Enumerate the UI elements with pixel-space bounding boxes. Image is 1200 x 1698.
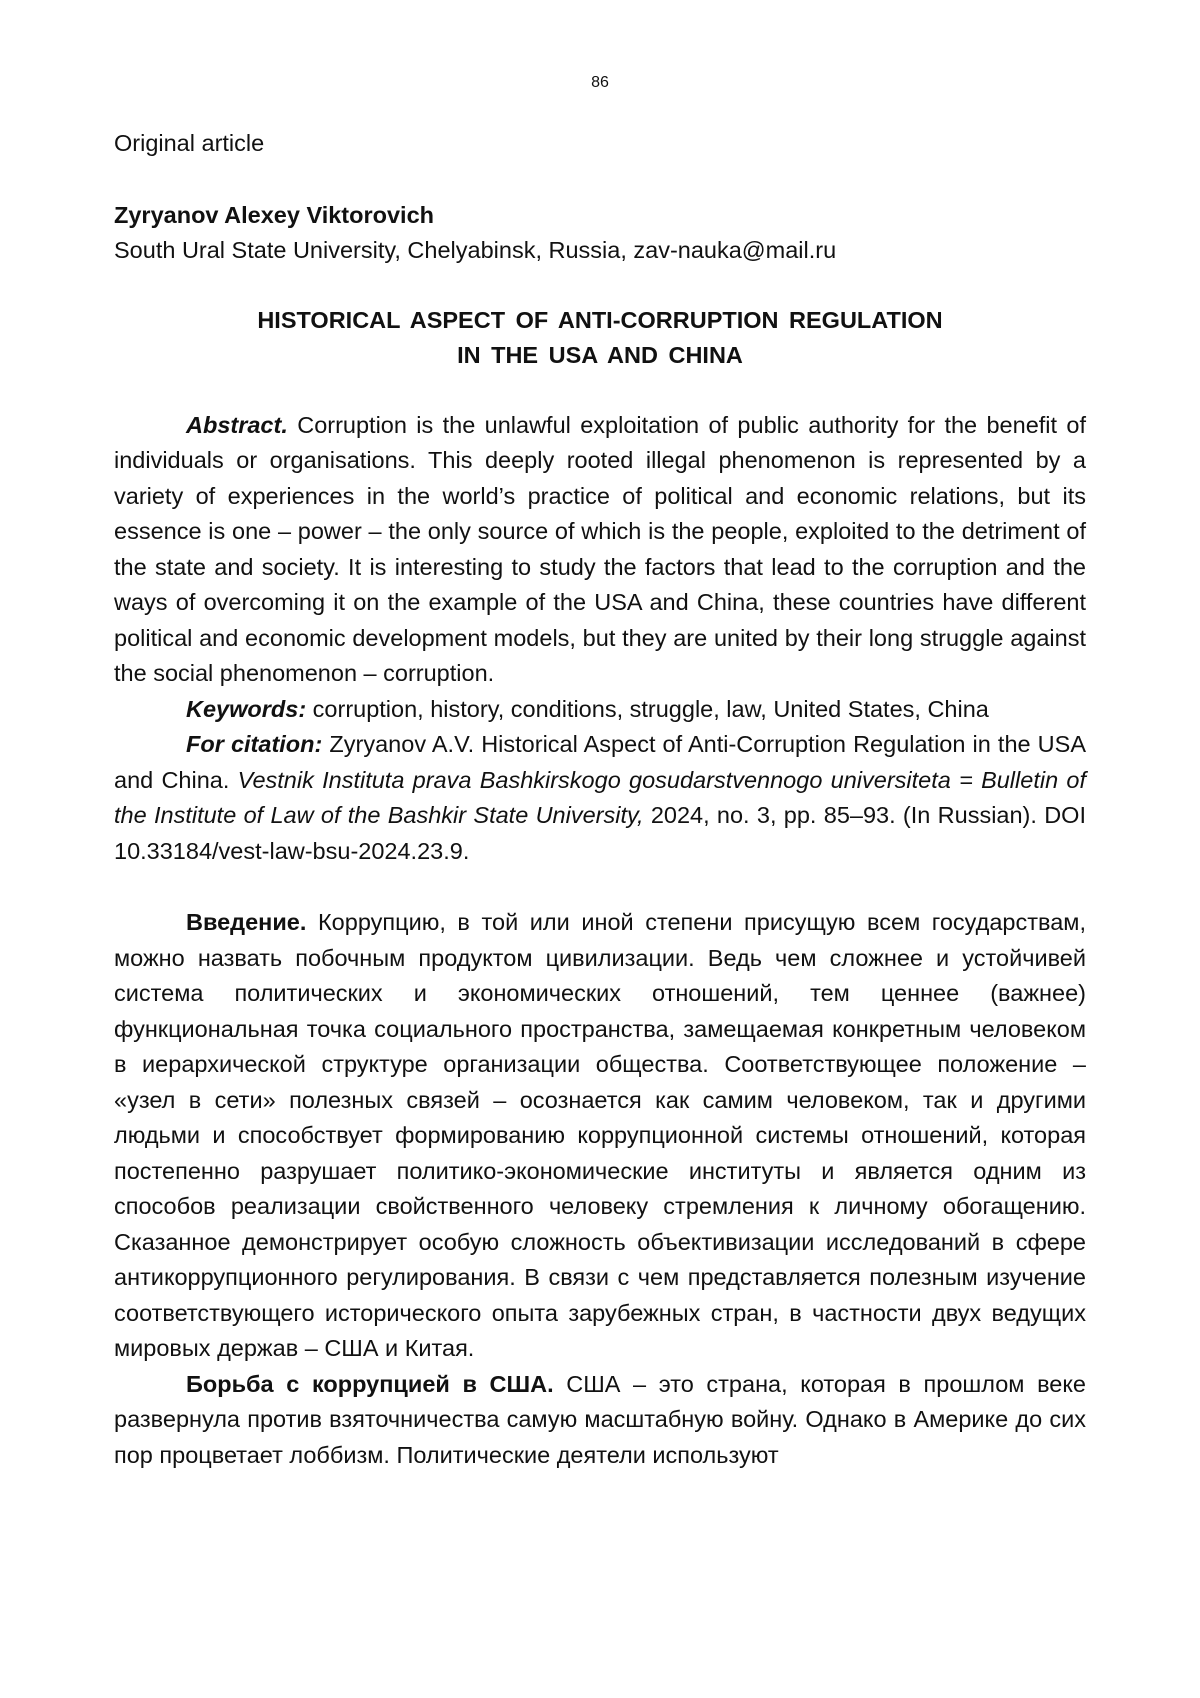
russian-body <box>114 905 1086 1473</box>
intro-label: Введение. <box>186 909 307 935</box>
page-number: 86 <box>591 74 609 91</box>
usa-section-label: Борьба с коррупцией в США. <box>186 1370 554 1397</box>
abstract-label: Abstract. <box>186 411 288 438</box>
title-line-2: IN THE USA AND CHINA <box>457 342 743 368</box>
abstract-paragraph <box>114 408 1086 692</box>
title-line-1: HISTORICAL ASPECT OF ANTI-CORRUPTION REGULATION <box>257 306 943 333</box>
citation-paragraph <box>114 727 1086 869</box>
citation-label: For citation: <box>186 731 323 757</box>
usa-section-text: США – это страна, которая в прошлом веке развернула против взяточничества самую масштабную войну. Однако в Америке до сих пор процветает лоббизм. Политические деятели используют <box>114 1370 1086 1468</box>
article-type: Original article <box>114 130 265 156</box>
citation-text-end: 2024, no. 3, pp. 85–93. (In Russian). DOI 10.33184/vest-law-bsu-2024.23.9. <box>114 802 1086 864</box>
citation-journal: Vestnik Instituta prava Bashkirskogo gosudarstvennogo universiteta = Bulletin of the Institute of Law of the Bashkir State University, <box>114 766 1086 828</box>
intro-paragraph <box>114 905 1086 1367</box>
author-name: Zyryanov Alexey Viktorovich <box>114 201 435 228</box>
article-title <box>114 303 1086 374</box>
abstract-text: Corruption is the unlawful exploitation of public authority for the benefit of individuals or organisations. This deeply rooted illegal phenomenon is represented by a variety of experiences in the world’s practice of political and economic relations, but its essence is one – power – the only source of which is the people, exploited to the detriment of the state and society. It is interesting to study the factors that lead to the corruption and the ways of overcoming it on the example of the USA and China, these countries have different political and economic development models, but they are united by their long struggle against the social phenomenon – corruption. <box>114 411 1086 686</box>
keywords-paragraph <box>114 692 1086 728</box>
usa-section-paragraph <box>114 1367 1086 1474</box>
intro-text: Коррупцию, в той или иной степени присущую всем государствам, можно назвать побочным продуктом цивилизации. Ведь чем сложнее и устойчивей система политических и экономических отношений, тем ценнее (важнее) функциональная точка социального пространства, замещаемая конкретным человеком в иерархической структуре организации общества. Соответствующее положение – «узел в сети» полезных связей – осознается как самим человеком, так и другими людьми и способствует формированию коррупционной системы отношений, которая постепенно разрушает политико-экономические институты и является одним из способов реализации свойственного человеку стремления к личному обогащению. Сказанное демонстрирует особую сложность объективизации исследований в сфере антикоррупционного регулирования. В связи с чем представляется полезным изучение соответствующего исторического опыта зарубежных стран, в частности двух ведущих мировых держав – США и Китая. <box>114 909 1086 1361</box>
citation-text-start: Zyryanov A.V. Historical Aspect of Anti-Corruption Regulation in the USA and China. <box>114 731 1086 793</box>
keywords-label: Keywords: <box>186 695 307 722</box>
abstract-section <box>114 408 1086 870</box>
author-affiliation: South Ural State University, Chelyabinsk, Russia, zav-nauka@mail.ru <box>114 237 837 263</box>
keywords-text: corruption, history, conditions, struggle, law, United States, China <box>306 695 989 722</box>
article-body <box>114 126 1086 1473</box>
